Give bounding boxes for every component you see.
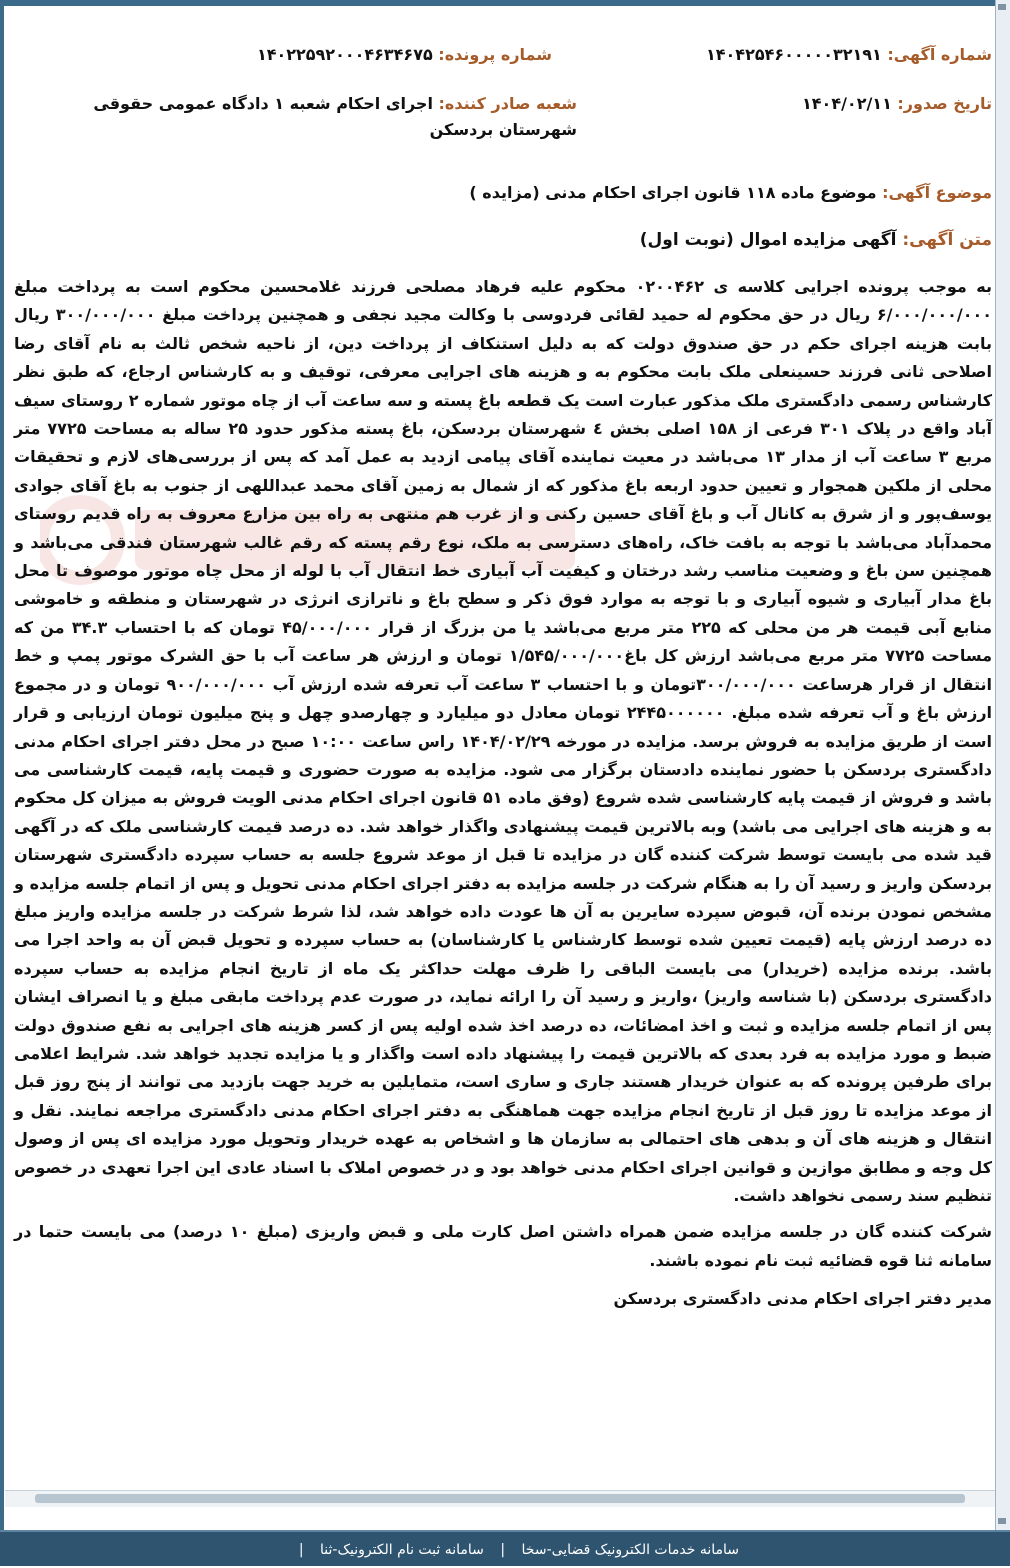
notice-number-row [706, 42, 992, 68]
notice-body [14, 273, 992, 1314]
notice-number-label: شماره آگهی: [887, 45, 992, 64]
issuing-branch-row [77, 91, 577, 143]
horizontal-scroll-thumb[interactable] [35, 1494, 965, 1503]
notice-text-title: آگهی مزایده اموال (نوبت اول) [639, 230, 897, 250]
notice-paragraph-main: به موجب پرونده اجرایی کلاسه ی ۰۲۰۰۴۶۲ محکوم علیه فرهاد مصلحی فرزند غلامحسین محکوم است به پرداخت مبلغ ۶/۰۰۰/۰۰۰/۰۰۰ ریال در حق محکوم له حمید لقائی فردوسی با وکالت مجید نجفی و همچنین پرداخت مبلغ ۳۰۰/۰۰۰/۰۰۰ ریال بابت هزینه اجرای حکم در حق صندوق دولت که به دلیل استنکاف از پرداخت دین، از ناحیه شخص ثالث به نام آقای رضا اصلاحی ثانی فرزند حسینعلی ملک بابت محکوم به و هزینه های اجرایی معرفی، توقیف و به کارشناس ارجاع، که طبق نظر کارشناس رسمی دادگستری ملک مذکور عبارت است یک قطعه باغ پسته و سه ساعت آب از چاه موتور شماره ۲ روستای سیف آباد واقع در پلاک ۳۰۱ فرعی از ۱۵۸ اصلی بخش ٤ شهرستان بردسکن، باغ پسته مذکور حدود ۲۵ ساله به مساحت ۷۷۲۵ متر مربع ۳ ساعت آب از مدار ۱۳ می‌باشد در معیت نماینده آقای پیامی ازدید به عمل آمد که پس از بررسی‌های لازم و تحقیقات محلی از ملکین همجوار و تعیین حدود اربعه باغ مذکور که از شمال به زمین آقای محمد عبداللهی از جنوب به باغ آقای جوادی یوسف‌پور و از شرق به کانال آب و باغ آقای حسین رکنی و از غرب هم منتهی به راه بین مزارع معروف به راه قدیم روستای محمدآباد می‌باشد با توجه به بافت خاک، راه‌های دسترسی به ملک، نوع رقم پسته که رقم غالب شهرستان فندقی می‌باشد و همچنین سن باغ و وضعیت مناسب رشد درختان و کیفیت آب آبیاری خط انتقال آب با لوله از محل چاه موتور موصوف تا محل باغ مدار آبیاری و شیوه آبیاری و با توجه به موارد فوق ذکر و سطح باغ و ناترازی انرژی در شهرستان و منطقه و خاموشی منابع آبی قیمت هر من محلی که ۲۲۵ متر مربع می‌باشد یا من بزرگ از قرار ۴۵/۰۰۰/۰۰۰ تومان که با احتساب ۳۴.۳ من که مساحت ۷۷۲۵ متر مربع می‌باشد ارزش کل باغ۱/۵۴۵/۰۰۰/۰۰۰ تومان و ارزش هر ساعت آب با حق الشرک موتور پمپ و خط انتقال از قرار هرساعت ۳۰۰/۰۰۰/۰۰۰تومان و با احتساب ۳ ساعت آب تعرفه شده ارزش آب ۹۰۰/۰۰۰/۰۰۰ تومان و در مجموع ارزش باغ و آب تعرفه شده مبلغ. ۲۴۴۵۰۰۰۰۰۰ تومان معادل دو میلیارد و چهارصدو چهل و پنج میلیون تومان ارزیابی و قرار است از طریق مزایده به فروش برسد. مزایده در مورخه ۱۴۰۴/۰۲/۲۹ راس ساعت ۱۰:۰۰ صبح در محل دفتر اجرای احکام مدنی دادگستری بردسکن با حضور نماینده دادستان برگزار می شود. مزایده به صورت حضوری و قیمت پایه، قیمت کارشناسی می باشد و فروش از قیمت پایه کارشناسی شده شروع (وفق ماده ۵۱ قانون اجرای احکام مدنی الویت فروش به میزان کل محکوم به و هزینه های اجرایی می باشد) وبه بالاترین قیمت پیشنهادی واگذار خواهد شد. ده درصد قیمت کارشناسی ملک که در آگهی قید شده می بایست توسط شرکت کننده گان در مزایده تا قبل از موعد شروع جلسه به حساب سپرده دادگستری شهرستان بردسکن واریز و رسید آن را به هنگام شرکت در جلسه مزایده به دفتر اجرای احکام مدنی تحویل و پس از اتمام جلسه مزایده و مشخص نمودن برنده آن، قبوض سپرده سایرین به آن ها عودت داده خواهد شد، لذا شرط شرکت در جلسه مزایده واریز مبلغ ده درصد ارزش پایه (قیمت تعیین شده توسط کارشناس یا کارشناسان) به حساب سپرده و تحویل قبض آن به واحد اجرا می باشد. برنده مزایده (خریدار) می بایست الباقی را ظرف مهلت حداکثر یک ماه از تاریخ انجام مزایده به حساب سپرده دادگستری بردسکن (با شناسه واریز) ،واریز و رسید آن را ارائه نماید، در صورت عدم پرداخت مابقی مبلغ و یا انصراف ایشان پس از اتمام جلسه مزایده و ثبت و اخذ امضائات، ده درصد اخذ شده اولیه پس از کسر هزینه های اجرایی به نفع صندوق دولت ضبط و مورد مزایده به فرد بعدی که بالاترین قیمت را پیشنهاد داده است واگذار و یا مزایده تجدید خواهد شد. شرایط اعلامی برای طرفین پرونده که به عنوان خریدار هستند جاری و ساری است، متمایلین به خرید جهت بازدید می توانند از پنج روز قبل از موعد مزایده تا روز قبل از تاریخ انجام مزایده جهت هماهنگی به دفتر اجرای احکام مدنی دادگستری مراجعه نمایند. نقل و انتقال و هزینه های آن و بدهی های احتمالی به سازمان ها و اشخاص به عهده خریدار وتحویل مورد مزایده ای پس از وصول کل وجه و مطابق موازین و قوانین اجرای احکام مدنی خواهد بود و در خصوص املاک با اسناد عادی این اجرا تعهدی در خصوص تنظیم سند رسمی نخواهد داشت. [14, 277, 993, 1205]
subject: موضوع ماده ۱۱۸ قانون اجرای احکام مدنی (مزایده ) [469, 183, 877, 202]
footer-separator-end: | [298, 1542, 304, 1558]
issuing-branch: اجرای احکام شعبه ۱ دادگاه عمومی حقوقی شهرستان بردسکن [93, 94, 577, 139]
notice-number: ۱۴۰۴۲۵۴۶۰۰۰۰۰۳۲۱۹۱ [706, 45, 882, 64]
horizontal-scrollbar[interactable] [5, 1490, 995, 1507]
footer-link-sakha[interactable]: سامانه خدمات الکترونیک قضایی-سخا [521, 1542, 739, 1558]
frame-top-border [0, 0, 1010, 6]
case-number: ۱۴۰۲۲۵۹۲۰۰۰۴۶۳۴۶۷۵ [256, 45, 433, 64]
notice-text-label: متن آگهی: [902, 230, 992, 250]
footer-separator: | [500, 1542, 506, 1558]
scroll-down-arrow-icon[interactable] [998, 1518, 1006, 1524]
issue-date-label: تاریخ صدور: [897, 94, 992, 113]
notice-text-title-row [640, 227, 992, 253]
issue-date: ۱۴۰۴/۰۲/۱۱ [802, 94, 892, 113]
notice-paragraph-registration: شرکت کننده گان در جلسه مزایده ضمن همراه داشتن اصل کارت ملی و قبض واریزی (مبلغ ۱۰ درصد) می بایست حتما در سامانه ثنا قوه قضائیه ثبت نام نموده باشند. [14, 1222, 993, 1270]
issue-date-row [802, 91, 992, 117]
notice-content [14, 30, 992, 1480]
case-number-label: شماره پرونده: [438, 45, 552, 64]
vertical-scrollbar[interactable] [995, 0, 1010, 1530]
notice-signer: مدیر دفتر اجرای احکام مدنی دادگستری بردسکن [613, 1289, 992, 1309]
frame-left-border [0, 0, 4, 1530]
scroll-up-arrow-icon[interactable] [998, 4, 1006, 10]
subject-label: موضوع آگهی: [882, 183, 992, 202]
case-number-row [257, 42, 552, 68]
issuing-branch-label: شعبه صادر کننده: [438, 94, 577, 113]
subject-row [469, 180, 992, 206]
footer-link-sana[interactable]: سامانه ثبت نام الکترونیک-ثنا [320, 1542, 484, 1558]
footer-bar [0, 1530, 1010, 1566]
